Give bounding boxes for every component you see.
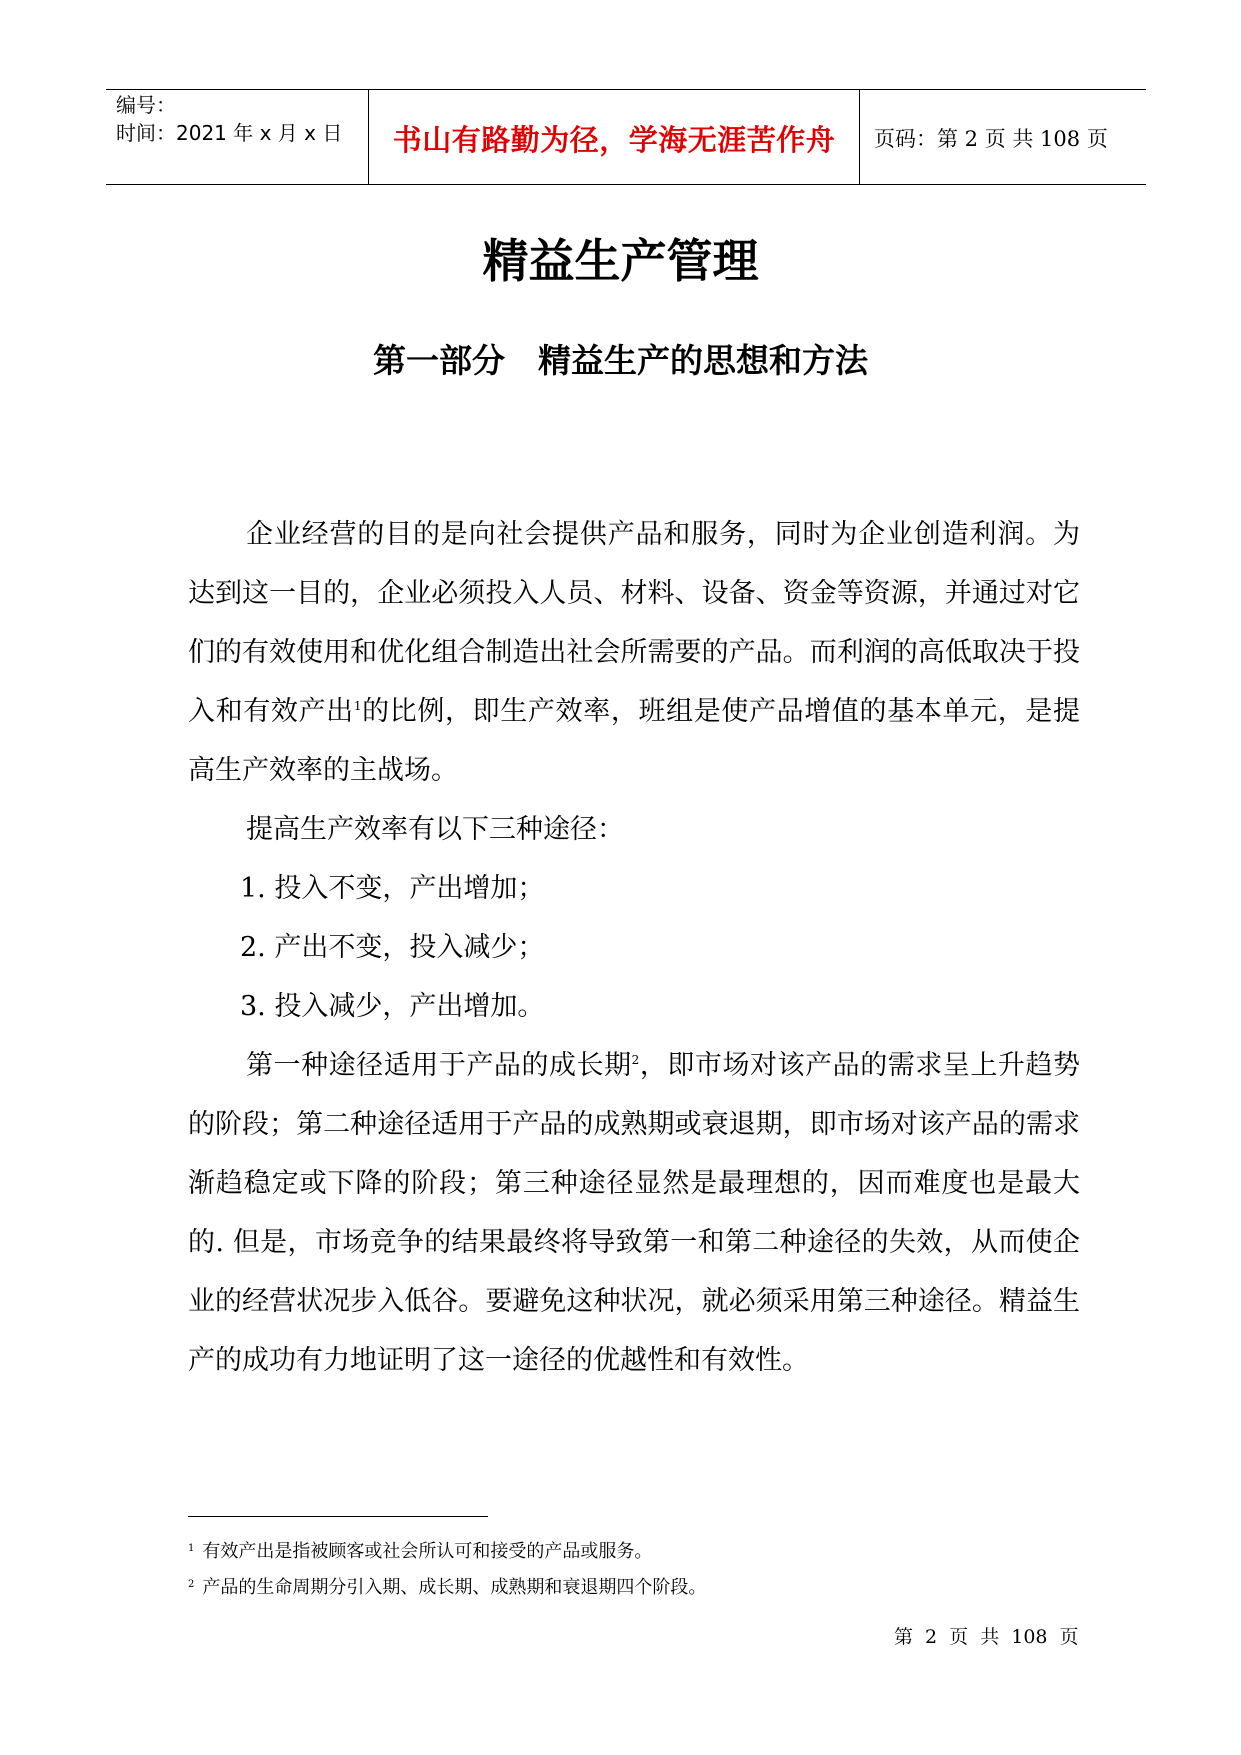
page-footer: 第 2 页 共 108 页 [894, 1626, 1079, 1648]
footnote-2-text: 产品的生命周期分引入期、成长期、成熟期和衰退期四个阶段。 [202, 1577, 707, 1598]
paragraph-3-text-a: 第一种途径适用于产品的成长期 [246, 1050, 632, 1081]
paragraph-1-text-a: 企业经营的目的是向社会提供产品和服务，同时为企业创造利润。为达到这一目的，企业必须投入人员、材料、设备、资金等资源，并通过对它们的有效使用和优化组合制造出社会所需要的产品。而利润的高低取决于投入和有效产出 [188, 519, 1080, 727]
document-title: 精益生产管理 [482, 234, 759, 288]
paragraph-1-text-b: 的比例，即生产效率，班组是使产品增值的基本单元，是提高生产效率的主战场。 [188, 696, 1081, 786]
time-label: 时间：2021 年 x 月 x 日 [116, 121, 343, 145]
list-item-3: 3. 投入减少，产出增加。 [240, 991, 545, 1022]
footnote-2-mark: 2 [188, 1579, 195, 1590]
footnote-ref-2[interactable]: 2 [631, 1053, 640, 1067]
header-page-cell [860, 90, 1146, 184]
header-info-cell [106, 90, 369, 184]
motto: 书山有路勤为径，学海无涯苦作舟 [392, 123, 836, 157]
paragraph-2: 提高生产效率有以下三种途径： [246, 814, 624, 845]
footnote-separator [188, 1516, 488, 1517]
section-title: 第一部分 精益生产的思想和方法 [373, 341, 868, 380]
page-code: 页码：第 2 页 共 108 页 [874, 127, 1108, 151]
body-text [188, 505, 1080, 1390]
list-item-2: 2. 产出不变，投入减少； [240, 932, 545, 963]
footnote-1-mark: 1 [188, 1543, 195, 1554]
paragraph-3-text-b: ，即市场对该产品的需求呈上升趋势的阶段；第二种途径适用于产品的成熟期或衰退期，即市场对该产品的需求渐趋稳定或下降的阶段；第三种途径显然是最理想的，因而难度也是最大的. 但是，市场竞争的结果最终将导致第一和第二种途径的失效，从而使企业的经营状况步入低谷。要避免这种状况，就必须采用第三种途径。精益生产的成功有力地证明了这一途径的优越性和有效性。 [188, 1050, 1081, 1376]
footnote-1 [188, 1540, 652, 1564]
footnote-2 [188, 1576, 706, 1600]
footnote-1-text: 有效产出是指被顾客或社会所认可和接受的产品或服务。 [202, 1541, 653, 1562]
number-label: 编号： [116, 93, 176, 117]
header-motto-cell [369, 90, 860, 184]
footnote-ref-1[interactable]: 1 [353, 699, 362, 713]
paragraph-3 [188, 1036, 1080, 1390]
list-item-1: 1. 投入不变，产出增加； [240, 873, 545, 904]
page-header [106, 89, 1146, 185]
paragraph-1 [188, 505, 1080, 800]
